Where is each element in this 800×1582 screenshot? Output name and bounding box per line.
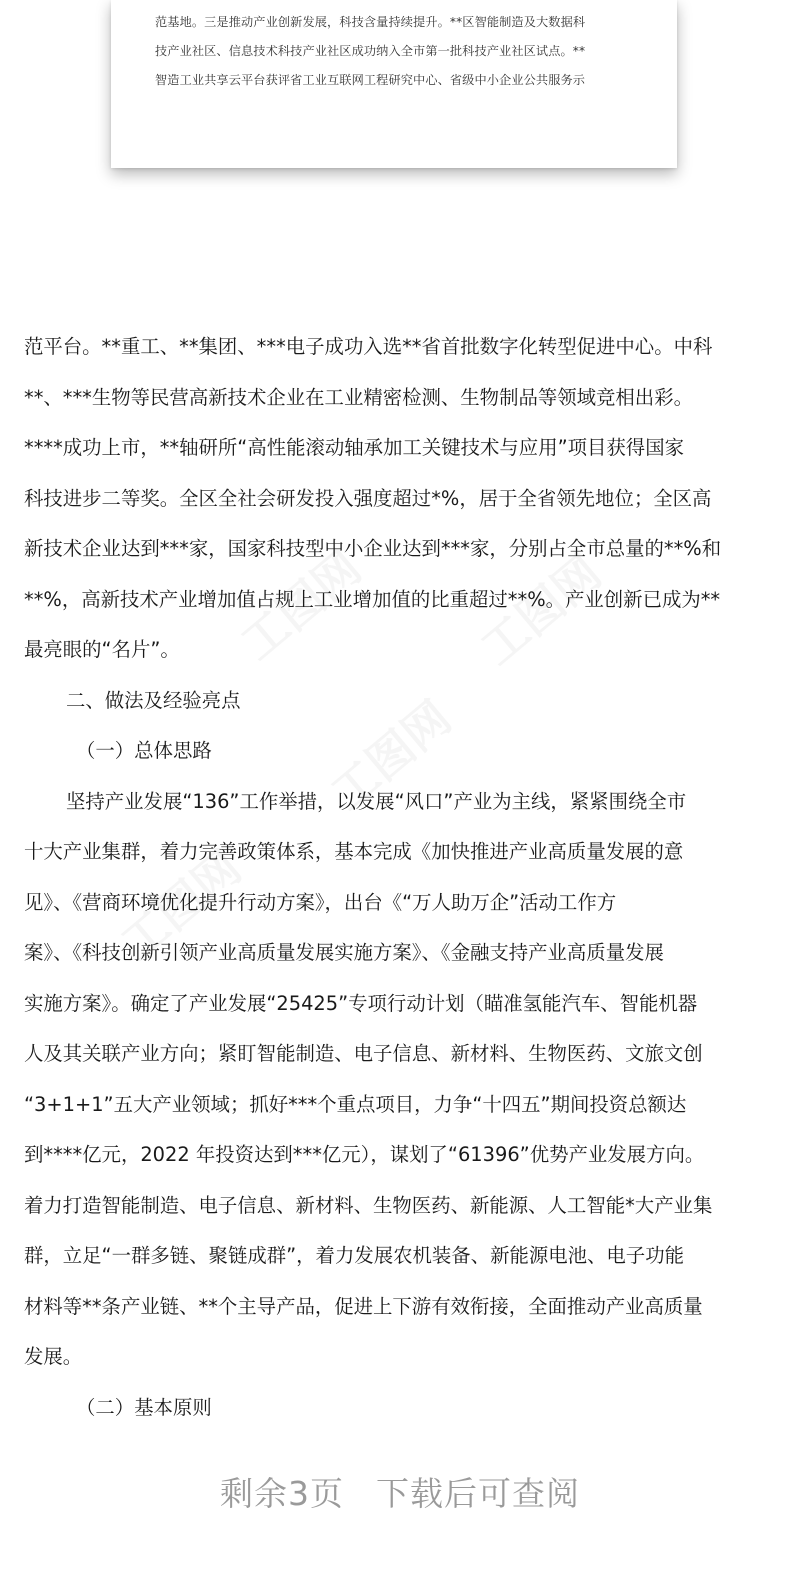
paragraph-approach <box>24 777 776 1383</box>
preview-line: 范基地。三是推动产业创新发展，科技含量持续提升。**区智能制造及大数据科 <box>155 15 586 29</box>
text-line: 见》、《营商环境优化提升行动方案》，出台《“万人助万企”活动工作方 <box>24 890 617 914</box>
text-line: 十大产业集群，着力完善政策体系，基本完成《加快推进产业高质量发展的意 <box>24 840 684 863</box>
text-line: 实施方案》。确定了产业发展“25425”专项行动计划（瞄准氢能汽车、智能机器 <box>24 991 698 1015</box>
text-line: ****成功上市，**轴研所“高性能滚动轴承加工关键技术与应用”项目获得国家 <box>24 436 684 459</box>
text-line: 科技进步二等奖。全区全社会研发投入强度超过*%，居于全省领先地位；全区高 <box>24 486 712 510</box>
paragraph-intro <box>24 322 776 676</box>
subsection-heading: （二）基本原则 <box>76 1395 212 1419</box>
download-hint-label: 下载后可查阅 <box>376 1474 580 1513</box>
text-line: 群，立足“一群多链、聚链成群”，着力发展农机装备、新能源电池、电子功能 <box>24 1244 684 1267</box>
preview-line: 技产业社区、信息技术科技产业社区成功纳入全市第一批科技产业社区试点。** <box>155 44 586 58</box>
text-line: **%，高新技术产业增加值占规上工业增加值的比重超过**%。产业创新已成为** <box>24 587 721 611</box>
text-line: “3+1+1”五大产业领域；抓好***个重点项目，力争“十四五”期间投资总额达 <box>24 1092 687 1116</box>
preview-line: 智造工业共享云平台获评省工业互联网工程研究中心、省级中小企业公共服务示 <box>155 73 586 87</box>
watermark: 工图网 <box>320 690 462 821</box>
text-line: 最亮眼的“名片”。 <box>24 638 180 661</box>
text-line: 人及其关联产业方向；紧盯智能制造、电子信息、新材料、生物医药、文旅文创 <box>24 1042 703 1065</box>
text-line: 着力打造智能制造、电子信息、新材料、生物医药、新能源、人工智能*大产业集 <box>24 1193 713 1217</box>
text-line: 发展。 <box>24 1345 83 1368</box>
watermark: 工图网 <box>230 540 372 671</box>
watermark: 工图网 <box>110 840 252 971</box>
text-line: 案》、《科技创新引领产业高质量发展实施方案》、《金融支持产业高质量发展 <box>24 941 664 964</box>
text-line: 新技术企业达到***家，国家科技型中小企业达到***家，分别占全市总量的**%和 <box>24 537 722 560</box>
section-heading: 二、做法及经验亮点 <box>66 688 241 712</box>
subsection-heading: （一）总体思路 <box>76 739 212 762</box>
document-body <box>24 322 776 1433</box>
preview-card <box>111 0 677 168</box>
text-line: **、***生物等民营高新技术企业在工业精密检测、生物制品等领域竞相出彩。 <box>24 385 693 409</box>
remaining-pages-label: 剩余3页 <box>220 1474 344 1513</box>
text-line: 范平台。**重工、**集团、***电子成功入选**省首批数字化转型促进中心。中科 <box>24 335 713 358</box>
text-line: 到****亿元，2022 年投资达到***亿元），谋划了“61396”优势产业发展方向。 <box>24 1143 705 1166</box>
preview-card-text <box>155 8 633 95</box>
text-line: 坚持产业发展“136”工作举措，以发展“风口”产业为主线，紧紧围绕全市 <box>66 789 687 813</box>
watermark: 工图网 <box>470 545 612 676</box>
text-line: 材料等**条产业链、**个主导产品，促进上下游有效衔接，全面推动产业高质量 <box>24 1294 703 1318</box>
download-prompt[interactable] <box>0 1468 800 1515</box>
